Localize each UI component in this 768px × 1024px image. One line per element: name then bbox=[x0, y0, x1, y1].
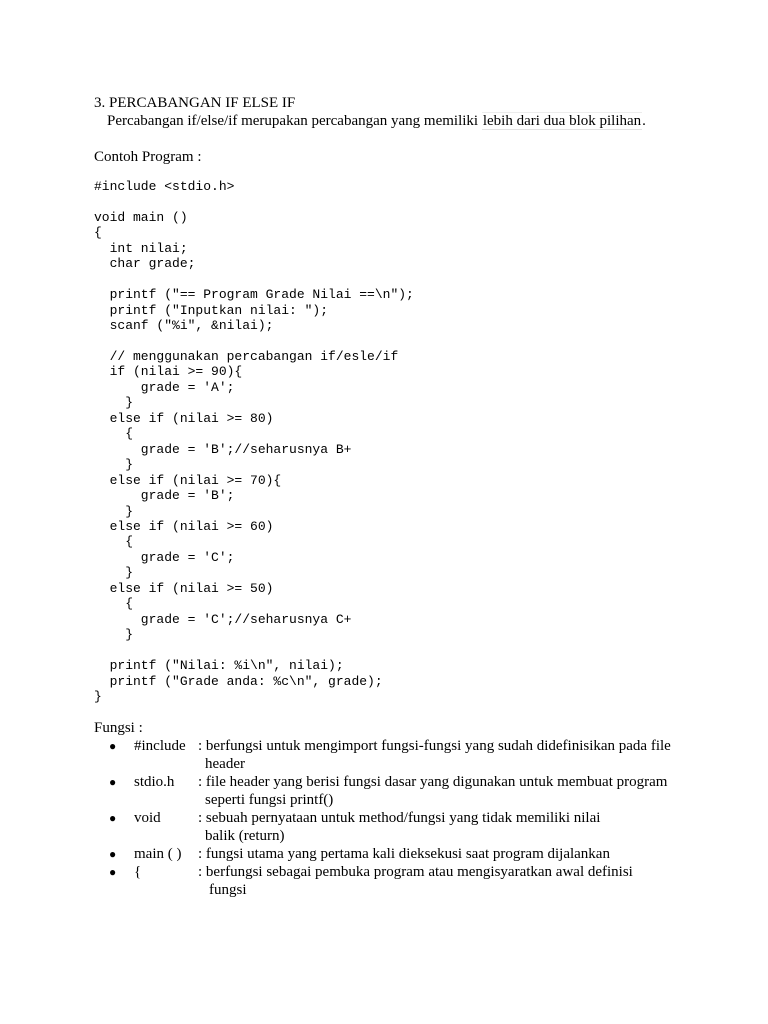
fungsi-desc-line: fungsi bbox=[209, 882, 247, 898]
code-line: #include <stdio.h> bbox=[94, 179, 235, 194]
fungsi-term: stdio.h bbox=[134, 774, 175, 790]
fungsi-desc-line: : fungsi utama yang pertama kali dieksekusi saat program dijalankan bbox=[198, 846, 610, 862]
fungsi-desc bbox=[198, 863, 688, 899]
fungsi-term: main ( ) bbox=[134, 846, 182, 862]
code-line: grade = 'B';//seharusnya B+ bbox=[94, 441, 352, 457]
fungsi-term: { bbox=[134, 864, 142, 880]
code-line: int nilai; bbox=[94, 240, 188, 256]
fungsi-term: void bbox=[134, 810, 161, 826]
code-line: grade = 'A'; bbox=[94, 379, 235, 395]
fungsi-term: #include bbox=[134, 738, 186, 754]
code-line: else if (nilai >= 80) bbox=[94, 410, 274, 426]
fungsi-list bbox=[94, 737, 694, 899]
fungsi-item-include bbox=[94, 737, 694, 773]
intro-paragraph bbox=[107, 112, 646, 130]
bullet-icon: ● bbox=[109, 811, 117, 825]
code-block bbox=[94, 179, 414, 704]
code-line: scanf ("%i", &nilai); bbox=[94, 318, 274, 334]
example-label: Contoh Program : bbox=[94, 149, 202, 165]
fungsi-desc bbox=[198, 773, 688, 809]
fungsi-desc bbox=[198, 809, 688, 845]
fungsi-item-stdio bbox=[94, 773, 694, 809]
fungsi-desc-line: seperti fungsi printf() bbox=[205, 792, 334, 808]
code-line: } bbox=[94, 688, 102, 704]
code-line: else if (nilai >= 70){ bbox=[94, 472, 282, 488]
code-line: else if (nilai >= 50) bbox=[94, 580, 274, 596]
code-line: } bbox=[94, 565, 134, 581]
code-line: { bbox=[94, 426, 134, 442]
bullet-icon: ● bbox=[109, 865, 117, 879]
fungsi-desc bbox=[198, 737, 688, 773]
code-line: printf ("Nilai: %i\n", nilai); bbox=[94, 658, 344, 674]
fungsi-desc-line: : berfungsi sebagai pembuka program atau mengisyaratkan awal definisi bbox=[198, 864, 633, 880]
bullet-icon: ● bbox=[109, 739, 117, 753]
fungsi-title: Fungsi : bbox=[94, 720, 143, 736]
code-line: grade = 'C'; bbox=[94, 549, 235, 565]
code-line: void main () bbox=[94, 209, 188, 225]
code-line: grade = 'C';//seharusnya C+ bbox=[94, 611, 352, 627]
code-line: if (nilai >= 90){ bbox=[94, 364, 243, 380]
bullet-icon: ● bbox=[109, 775, 117, 789]
fungsi-desc-line: header bbox=[205, 756, 245, 772]
intro-period: . bbox=[642, 113, 646, 129]
fungsi-desc-line: : sebuah pernyataan untuk method/fungsi yang tidak memiliki nilai bbox=[198, 810, 601, 826]
code-line: char grade; bbox=[94, 256, 196, 272]
code-line: printf ("Grade anda: %c\n", grade); bbox=[94, 673, 383, 689]
fungsi-item-main bbox=[94, 845, 694, 863]
fungsi-item-void bbox=[94, 809, 694, 845]
fungsi-desc-line: : berfungsi untuk mengimport fungsi-fungsi yang sudah didefinisikan pada file bbox=[198, 738, 671, 754]
code-line: printf ("== Program Grade Nilai ==\n"); bbox=[94, 287, 414, 303]
code-line: } bbox=[94, 395, 134, 411]
code-line: } bbox=[94, 503, 134, 519]
fungsi-desc-line: balik (return) bbox=[205, 828, 285, 844]
code-line: { bbox=[94, 596, 134, 612]
code-line: { bbox=[94, 225, 102, 241]
bullet-icon: ● bbox=[109, 847, 117, 861]
code-line: printf ("Inputkan nilai: "); bbox=[94, 302, 329, 318]
code-line: } bbox=[94, 627, 134, 643]
fungsi-desc-line: : file header yang berisi fungsi dasar yang digunakan untuk membuat program bbox=[198, 774, 668, 790]
intro-text: Percabangan if/else/if merupakan percabangan yang memiliki bbox=[107, 113, 482, 129]
code-line: } bbox=[94, 457, 134, 473]
intro-highlight: lebih dari dua blok pilihan bbox=[482, 113, 642, 129]
code-line: grade = 'B'; bbox=[94, 488, 235, 504]
fungsi-desc bbox=[198, 845, 688, 863]
section-heading: 3. PERCABANGAN IF ELSE IF bbox=[94, 95, 296, 111]
code-line: // menggunakan percabangan if/esle/if bbox=[94, 348, 399, 364]
fungsi-item-brace bbox=[94, 863, 694, 899]
code-line: else if (nilai >= 60) bbox=[94, 518, 274, 534]
code-line: { bbox=[94, 534, 134, 550]
